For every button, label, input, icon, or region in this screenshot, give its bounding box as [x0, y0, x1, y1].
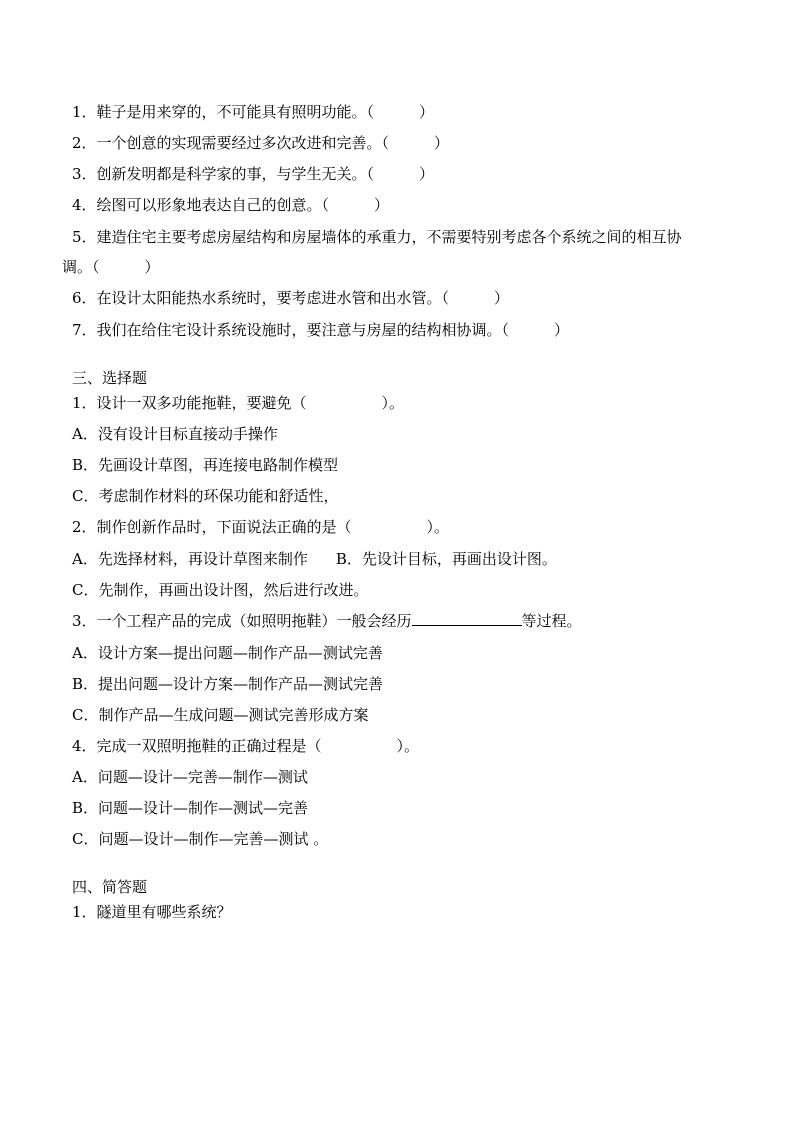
choice-q2-c: C．先制作，再画出设计图，然后进行改进。 — [72, 581, 369, 599]
answer-blank — [412, 611, 522, 626]
choice-q4-c: C．问题—设计—制作—完善—测试 。 — [72, 830, 329, 848]
choice-q3-stem-pre: 3．一个工程产品的完成（如照明拖鞋）一般会经历 — [72, 612, 412, 630]
choice-q2-a: A．先选择材料，再设计草图来制作 — [72, 550, 308, 568]
judge-item-7: 7．我们在给住宅设计系统设施时，要注意与房屋的结构相协调。（ ） — [72, 321, 570, 339]
choice-q4-stem: 4．完成一双照明拖鞋的正确过程是（ ）。 — [72, 737, 420, 755]
choice-q3-stem — [72, 611, 582, 631]
choice-q2-ab — [72, 549, 557, 569]
judge-item-1: 1．鞋子是用来穿的，不可能具有照明功能。（ ） — [72, 103, 435, 121]
choice-q1-a: A．没有设计目标直接动手操作 — [72, 425, 278, 443]
choice-q4-a: A．问题—设计—完善—制作—测试 — [72, 768, 308, 786]
judge-item-4: 4．绘图可以形象地表达自己的创意。（ ） — [72, 196, 390, 214]
choice-q3-b: B．提出问题—设计方案—制作产品—测试完善 — [72, 675, 384, 693]
judge-item-6: 6．在设计太阳能热水系统时，要考虑进水管和出水管。（ ） — [72, 289, 510, 307]
choice-q3-a: A．设计方案—提出问题—制作产品—测试完善 — [72, 644, 383, 662]
judge-item-3: 3．创新发明都是科学家的事，与学生无关。（ ） — [72, 165, 435, 183]
short-answer-q1: 1．隧道里有哪些系统？ — [72, 903, 232, 921]
judge-item-2: 2．一个创意的实现需要经过多次改进和完善。（ ） — [72, 134, 450, 152]
section-title-choice: 三、选择题 — [72, 369, 148, 387]
choice-q3-c: C．制作产品—生成问题—测试完善形成方案 — [72, 706, 369, 724]
choice-q1-b: B．先画设计草图，再连接电路制作模型 — [72, 456, 339, 474]
choice-q3-stem-post: 等过程。 — [521, 612, 582, 630]
judge-item-5-cont: 调。（ ） — [62, 258, 160, 276]
choice-q2-stem: 2．制作创新作品时，下面说法正确的是（ ）。 — [72, 518, 450, 536]
choice-q1-stem: 1．设计一双多功能拖鞋，要避免（ ）。 — [72, 394, 405, 412]
section-title-short-answer: 四、简答题 — [72, 878, 148, 896]
judge-item-5: 5．建造住宅主要考虑房屋结构和房屋墙体的承重力，不需要特别考虑各个系统之间的相互协 — [72, 228, 682, 246]
choice-q1-c: C．考虑制作材料的环保功能和舒适性， — [72, 487, 339, 505]
choice-q2-b: B．先设计目标，再画出设计图。 — [335, 550, 557, 568]
choice-q4-b: B．问题—设计—制作—测试—完善 — [72, 799, 309, 817]
